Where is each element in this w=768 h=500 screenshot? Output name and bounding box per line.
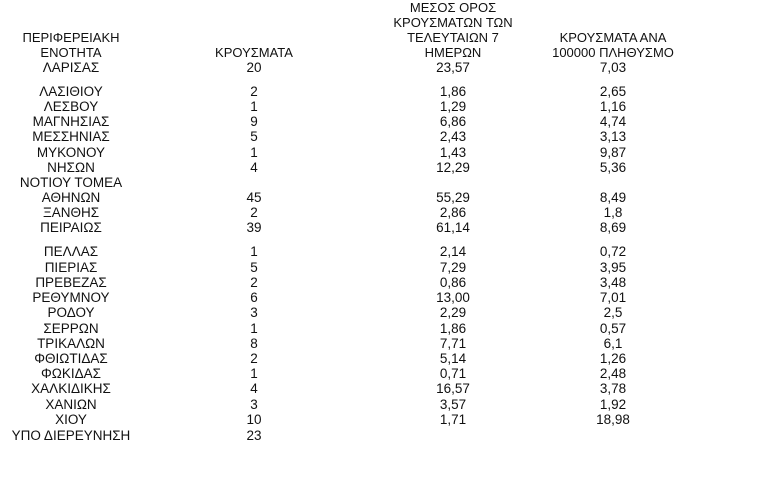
- table-row: [0, 351, 768, 366]
- region-cell: ΧΑΝΙΩΝ: [45, 397, 97, 412]
- per100k-cell: 3,48: [599, 275, 627, 290]
- table-row: [0, 336, 768, 351]
- table-row: [0, 145, 768, 160]
- avg7-cell: 1,86: [439, 321, 467, 336]
- region-cell: ΦΘΙΩΤΙΔΑΣ: [34, 351, 108, 366]
- header-per100k: [540, 30, 686, 60]
- cases-cell: 4: [250, 160, 258, 175]
- per100k-cell: 1,92: [599, 397, 627, 412]
- region-cell: ΥΠΟ ΔΙΕΡΕΥΝΗΣΗ: [11, 428, 131, 443]
- region-cell: ΠΙΕΡΙΑΣ: [44, 260, 98, 275]
- region-cell: ΤΡΙΚΑΛΩΝ: [37, 336, 105, 351]
- per100k-cell: 2,48: [599, 366, 627, 381]
- cases-cell: 3: [250, 397, 258, 412]
- cases-cell: 20: [246, 60, 262, 75]
- header-region: [0, 30, 142, 60]
- table-row: [0, 290, 768, 305]
- region-cell: ΜΕΣΣΗΝΙΑΣ: [32, 129, 110, 144]
- avg7-cell: 16,57: [436, 381, 470, 396]
- region-cell: ΜΑΓΝΗΣΙΑΣ: [32, 114, 110, 129]
- cases-cell: 5: [250, 129, 258, 144]
- table-row: [0, 129, 768, 144]
- avg7-cell: 0,86: [439, 275, 467, 290]
- cases-cell: 8: [250, 336, 258, 351]
- cases-cell: 1: [250, 145, 258, 160]
- header-region-line-2: ΕΝΟΤΗΤΑ: [40, 45, 102, 60]
- cases-cell: 45: [246, 190, 262, 205]
- avg7-cell: 12,29: [436, 160, 470, 175]
- avg7-cell: 2,29: [439, 305, 467, 320]
- region-cell: ΧΙΟΥ: [55, 412, 87, 427]
- per100k-cell: 18,98: [596, 412, 630, 427]
- table-row: [0, 260, 768, 275]
- cases-cell: 2: [250, 351, 258, 366]
- table-row: [0, 84, 768, 99]
- per100k-cell: 3,13: [599, 129, 627, 144]
- per100k-cell: 2,65: [599, 84, 627, 99]
- per100k-cell: 8,69: [599, 220, 627, 235]
- table-row: [0, 366, 768, 381]
- table-row: [0, 381, 768, 396]
- avg7-cell: 7,29: [439, 260, 467, 275]
- table-row: [0, 305, 768, 320]
- table-row: [0, 244, 768, 259]
- avg7-cell: 1,29: [439, 99, 467, 114]
- region-cell: ΦΩΚΙΔΑΣ: [41, 366, 101, 381]
- header-avg7-line-1: ΜΕΣΟΣ ΟΡΟΣ: [409, 0, 497, 15]
- avg7-cell: 13,00: [436, 290, 470, 305]
- per100k-cell: 7,01: [599, 290, 627, 305]
- per100k-cell: 3,78: [599, 381, 627, 396]
- cases-cell: 39: [246, 220, 262, 235]
- per100k-cell: 3,95: [599, 260, 627, 275]
- avg7-cell: 1,71: [439, 412, 467, 427]
- cases-cell: 2: [250, 275, 258, 290]
- per100k-cell: 0,72: [599, 244, 627, 259]
- cases-cell: 1: [250, 99, 258, 114]
- per100k-cell: 4,74: [599, 114, 627, 129]
- header-cases-line: ΚΡΟΥΣΜΑΤΑ: [215, 45, 293, 60]
- table-row: [0, 99, 768, 114]
- region-cell: ΧΑΛΚΙΔΙΚΗΣ: [31, 381, 111, 396]
- cases-cell: 2: [250, 205, 258, 220]
- per100k-cell: 5,36: [599, 160, 627, 175]
- avg7-cell: 61,14: [436, 220, 470, 235]
- table-row: [0, 397, 768, 412]
- table-row: [0, 220, 768, 235]
- per100k-cell: 2,5: [603, 305, 623, 320]
- cases-cell: 6: [250, 290, 258, 305]
- avg7-cell: 23,57: [436, 60, 470, 75]
- region-cell: ΞΑΝΘΗΣ: [42, 205, 100, 220]
- region-cell: ΜΥΚΟΝΟΥ: [36, 145, 106, 160]
- per100k-cell: 1,16: [599, 99, 627, 114]
- cases-cell: 1: [250, 244, 258, 259]
- per100k-cell: 0,57: [599, 321, 627, 336]
- cases-cell: 1: [250, 366, 258, 381]
- avg7-cell: 2,86: [439, 205, 467, 220]
- region-cell: ΣΕΡΡΩΝ: [43, 321, 99, 336]
- cases-cell: 5: [250, 260, 258, 275]
- region-cell: ΠΡΕΒΕΖΑΣ: [35, 275, 107, 290]
- region-cell: ΑΘΗΝΩΝ: [41, 190, 101, 205]
- cases-cell: 9: [250, 114, 258, 129]
- cases-cell: 1: [250, 321, 258, 336]
- region-cell: ΡΟΔΟΥ: [47, 305, 95, 320]
- region-cell: ΝΟΤΙΟΥ ΤΟΜΕΑ: [19, 175, 123, 190]
- table-row: [0, 175, 768, 190]
- table-row: [0, 428, 768, 443]
- per100k-cell: 1,26: [599, 351, 627, 366]
- table-row: [0, 114, 768, 129]
- avg7-cell: 0,71: [439, 366, 467, 381]
- cases-cell: 2: [250, 84, 258, 99]
- header-cases: [206, 45, 302, 60]
- header-avg7-line-4: ΗΜΕΡΩΝ: [424, 45, 482, 60]
- table-row: [0, 275, 768, 290]
- header-region-line-1: ΠΕΡΙΦΕΡΕΙΑΚΗ: [22, 30, 120, 45]
- header-per100k-line-2: 100000 ΠΛΗΘΥΣΜΟ: [552, 45, 674, 60]
- per100k-cell: 9,87: [599, 145, 627, 160]
- header-per100k-line-1: ΚΡΟΥΣΜΑΤΑ ΑΝΑ: [559, 30, 667, 45]
- table-row: [0, 205, 768, 220]
- table-row: [0, 412, 768, 427]
- table-row: [0, 60, 768, 75]
- region-cell: ΠΕΙΡΑΙΩΣ: [40, 220, 102, 235]
- region-cell: ΛΑΡΙΣΑΣ: [42, 60, 100, 75]
- header-avg7-line-3: ΤΕΛΕΥΤΑΙΩΝ 7: [407, 30, 499, 45]
- cases-cell: 3: [250, 305, 258, 320]
- avg7-cell: 6,86: [439, 114, 467, 129]
- avg7-cell: 1,86: [439, 84, 467, 99]
- header-avg7-line-2: ΚΡΟΥΣΜΑΤΩΝ ΤΩΝ: [393, 15, 513, 30]
- region-cell: ΠΕΛΛΑΣ: [43, 244, 99, 259]
- per100k-cell: 7,03: [599, 60, 627, 75]
- avg7-cell: 5,14: [439, 351, 467, 366]
- cases-cell: 4: [250, 381, 258, 396]
- avg7-cell: 1,43: [439, 145, 467, 160]
- header-avg7: [380, 0, 526, 60]
- cases-cell: 23: [246, 428, 262, 443]
- per100k-cell: 6,1: [603, 336, 623, 351]
- region-cell: ΛΑΣΙΘΙΟΥ: [39, 84, 103, 99]
- cases-cell: 10: [246, 412, 262, 427]
- region-cell: ΝΗΣΩΝ: [47, 160, 95, 175]
- table-row: [0, 160, 768, 175]
- table-row: [0, 321, 768, 336]
- region-cell: ΡΕΘΥΜΝΟΥ: [32, 290, 110, 305]
- avg7-cell: 55,29: [436, 190, 470, 205]
- avg7-cell: 7,71: [439, 336, 467, 351]
- per100k-cell: 8,49: [599, 190, 627, 205]
- region-cell: ΛΕΣΒΟΥ: [43, 99, 99, 114]
- avg7-cell: 3,57: [439, 397, 467, 412]
- avg7-cell: 2,14: [439, 244, 467, 259]
- table-row: [0, 190, 768, 205]
- avg7-cell: 2,43: [439, 129, 467, 144]
- per100k-cell: 1,8: [603, 205, 623, 220]
